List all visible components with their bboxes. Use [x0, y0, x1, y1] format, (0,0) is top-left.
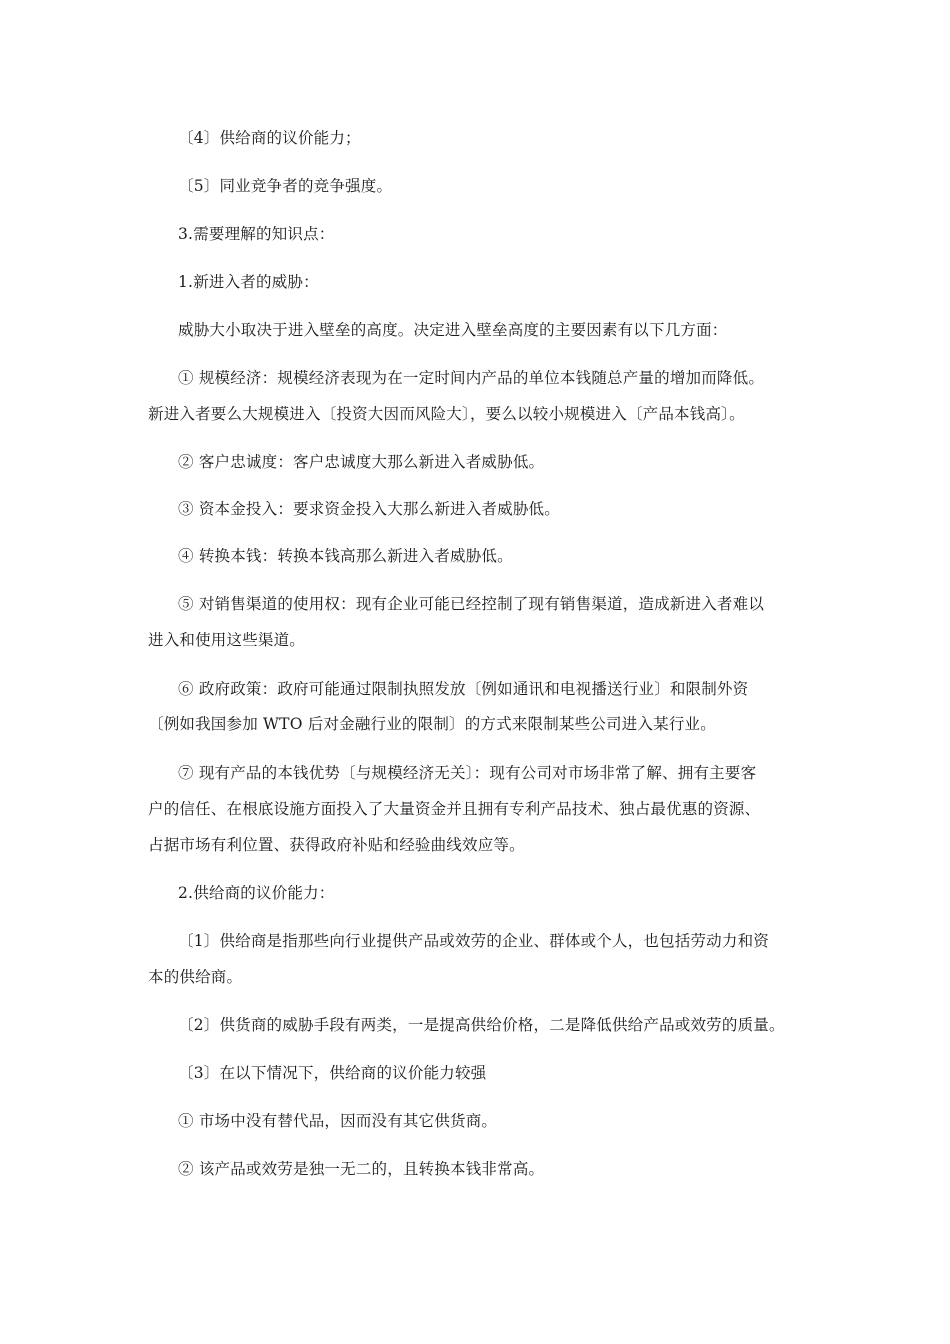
item-supplier-threats: 〔2〕供货商的威胁手段有两类，一是提高供给价格，二是降低供给产品或效劳的质量。	[178, 1016, 785, 1034]
list-item-competitor-intensity: 〔5〕同业竞争者的竞争强度。	[178, 177, 393, 195]
item-supplier-definition-line-2: 本的供给商。	[148, 968, 243, 986]
item-capital-investment: ③ 资本金投入：要求资金投入大那么新进入者威胁低。	[178, 500, 560, 518]
item-economies-of-scale-line-1: ① 规模经济：规模经济表现为在一定时间内产品的单位本钱随总产量的增加而降低。	[178, 369, 765, 387]
item-cost-advantage-line-2: 户的信任、在根底设施方面投入了大量资金并且拥有专利产品技术、独占最优惠的资源、	[148, 800, 761, 818]
item-cost-advantage-line-1: ⑦ 现有产品的本钱优势〔与规模经济无关〕：现有公司对市场非常了解、拥有主要客	[178, 764, 757, 782]
item-government-policy-line-2: 〔例如我国参加 WTO 后对金融行业的限制〕的方式来限制某些公司进入某行业。	[148, 715, 716, 733]
item-unique-product: ② 该产品或效劳是独一无二的，且转换本钱非常高。	[178, 1160, 545, 1178]
paragraph-entry-barriers: 威胁大小取决于进入壁垒的高度。决定进入壁垒高度的主要因素有以下几方面：	[178, 321, 728, 339]
subheading-new-entrants: 1.新进入者的威胁：	[178, 273, 319, 291]
item-supplier-strong-conditions: 〔3〕在以下情况下，供给商的议价能力较强	[178, 1064, 487, 1082]
item-cost-advantage-line-3: 占据市场有利位置、获得政府补贴和经验曲线效应等。	[148, 836, 525, 854]
section-heading-knowledge-points: 3.需要理解的知识点：	[178, 225, 335, 243]
list-item-supplier-bargaining: 〔4〕供给商的议价能力；	[178, 129, 361, 147]
subheading-supplier-bargaining: 2.供给商的议价能力：	[178, 884, 335, 902]
item-no-substitutes: ① 市场中没有替代品，因而没有其它供货商。	[178, 1112, 498, 1130]
item-customer-loyalty: ② 客户忠诚度：客户忠诚度大那么新进入者威胁低。	[178, 453, 545, 471]
item-switching-cost: ④ 转换本钱：转换本钱高那么新进入者威胁低。	[178, 547, 513, 565]
item-sales-channels-line-2: 进入和使用这些渠道。	[148, 631, 306, 649]
item-economies-of-scale-line-2: 新进入者要么大规模进入〔投资大因而风险大〕，要么以较小规模进入〔产品本钱高〕。	[148, 405, 745, 423]
item-supplier-definition-line-1: 〔1〕供给商是指那些向行业提供产品或效劳的企业、群体或个人，也包括劳动力和资	[178, 932, 769, 950]
item-government-policy-line-1: ⑥ 政府政策：政府可能通过限制执照发放〔例如通讯和电视播送行业〕和限制外资	[178, 680, 749, 698]
item-sales-channels-line-1: ⑤ 对销售渠道的使用权：现有企业可能已经控制了现有销售渠道，造成新进入者难以	[178, 595, 765, 613]
